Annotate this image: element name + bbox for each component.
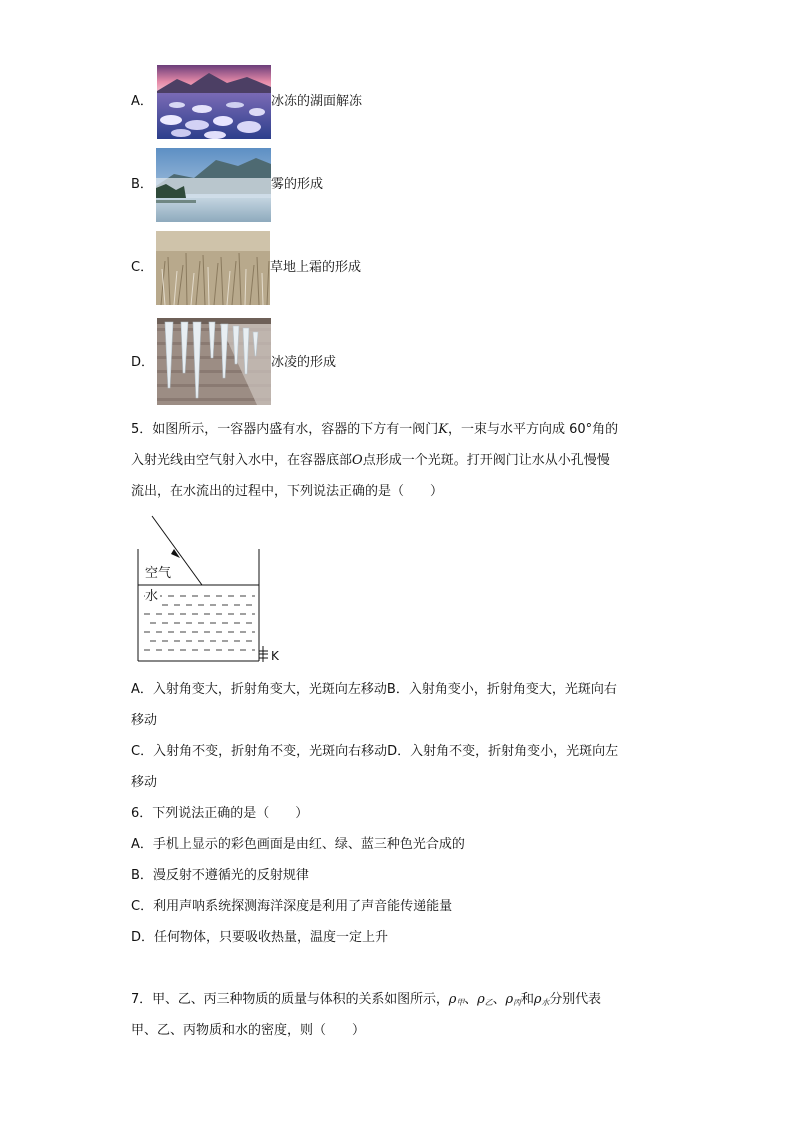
q7-line-1-end: 分别代表 xyxy=(549,992,601,1007)
option-d-text: 冰凌的形成 xyxy=(271,355,337,370)
q5-option-d: D．入射角不变，折射角变小，光斑向左 xyxy=(387,744,619,759)
q5-options-row-1 xyxy=(131,680,617,700)
water-label: 水 xyxy=(145,587,160,607)
container-figure xyxy=(130,512,290,667)
q6-option-b: B．漫反射不遵循光的反射规律 xyxy=(131,868,309,883)
q5-line-1 xyxy=(131,420,618,440)
q6-option-d: D．任何物体，只要吸收热量，温度一定上升 xyxy=(131,930,389,945)
q5-option-a: A．入射角变大，折射角变大，光斑向左移动 xyxy=(131,682,387,697)
q5-options-row-2 xyxy=(131,742,618,762)
q7-line-1 xyxy=(131,990,601,1013)
separator: 、 xyxy=(492,992,506,1007)
valve-icon xyxy=(259,646,268,662)
misty-lake-photo xyxy=(156,148,271,222)
q5-option-b-continued: 移动 xyxy=(131,713,158,728)
q5-line-1-start: 5．如图所示，一容器内盛有水，容器的下方有一阀门 xyxy=(131,422,439,437)
q5-line-2-end: 点形成一个光斑。打开阀门让水从小孔慢慢 xyxy=(362,453,610,468)
rho-sub-bing: 丙 xyxy=(513,998,521,1007)
option-a-text: 冰冻的湖面解冻 xyxy=(271,94,363,109)
valve-label: K xyxy=(271,649,279,663)
q5-option-c: C．入射角不变，折射角不变，光斑向右移动 xyxy=(131,744,388,759)
frozen-lake-photo xyxy=(157,65,271,139)
rho-symbol: ρ xyxy=(505,992,514,1007)
option-c-letter: C． xyxy=(131,260,154,275)
rho-sub-yi: 乙 xyxy=(484,998,493,1007)
rho-symbol: ρ xyxy=(448,992,457,1007)
q6-option-a: A．手机上显示的彩色画面是由红、绿、蓝三种色光合成的 xyxy=(131,837,465,852)
option-b-letter: B． xyxy=(131,177,153,192)
frosted-grass-photo xyxy=(156,231,270,305)
separator: 、 xyxy=(464,992,478,1007)
icicles-photo xyxy=(157,318,271,405)
valve-symbol-k: K xyxy=(438,422,448,437)
conjunction: 和 xyxy=(520,992,534,1007)
rho-sub-jia: 甲 xyxy=(456,998,465,1007)
rho-sub-water: 水 xyxy=(541,998,550,1007)
q6-stem: 6．下列说法正确的是（ ） xyxy=(131,806,309,821)
option-d-letter: D． xyxy=(131,355,155,370)
q6-option-c: C．利用声呐系统探测海洋深度是利用了声音能传递能量 xyxy=(131,899,453,914)
q5-line-2-start: 入射光线由空气射入水中，在容器底部 xyxy=(131,453,353,468)
q7-line-2: 甲、乙、丙物质和水的密度，则（ ） xyxy=(131,1023,366,1038)
q5-line-2 xyxy=(131,451,610,471)
air-label: 空气 xyxy=(145,564,171,584)
rho-symbol: ρ xyxy=(533,992,542,1007)
q7-line-1-start: 7．甲、乙、丙三种物质的质量与体积的关系如图所示， xyxy=(131,992,449,1007)
q5-option-d-continued: 移动 xyxy=(131,775,158,790)
q5-option-b: B．入射角变小，折射角变大，光斑向右 xyxy=(386,682,617,697)
q5-line-1-end: ，一束与水平方向成 60°角的 xyxy=(448,422,619,437)
q5-line-3: 流出，在水流出的过程中，下列说法正确的是（ ） xyxy=(131,484,444,499)
option-c-text: 草地上霜的形成 xyxy=(270,260,362,275)
point-symbol-o: O xyxy=(352,453,363,468)
rho-symbol: ρ xyxy=(477,992,485,1007)
option-a-letter: A． xyxy=(131,94,153,109)
option-b-text: 雾的形成 xyxy=(271,177,324,192)
water-fill xyxy=(144,596,255,650)
